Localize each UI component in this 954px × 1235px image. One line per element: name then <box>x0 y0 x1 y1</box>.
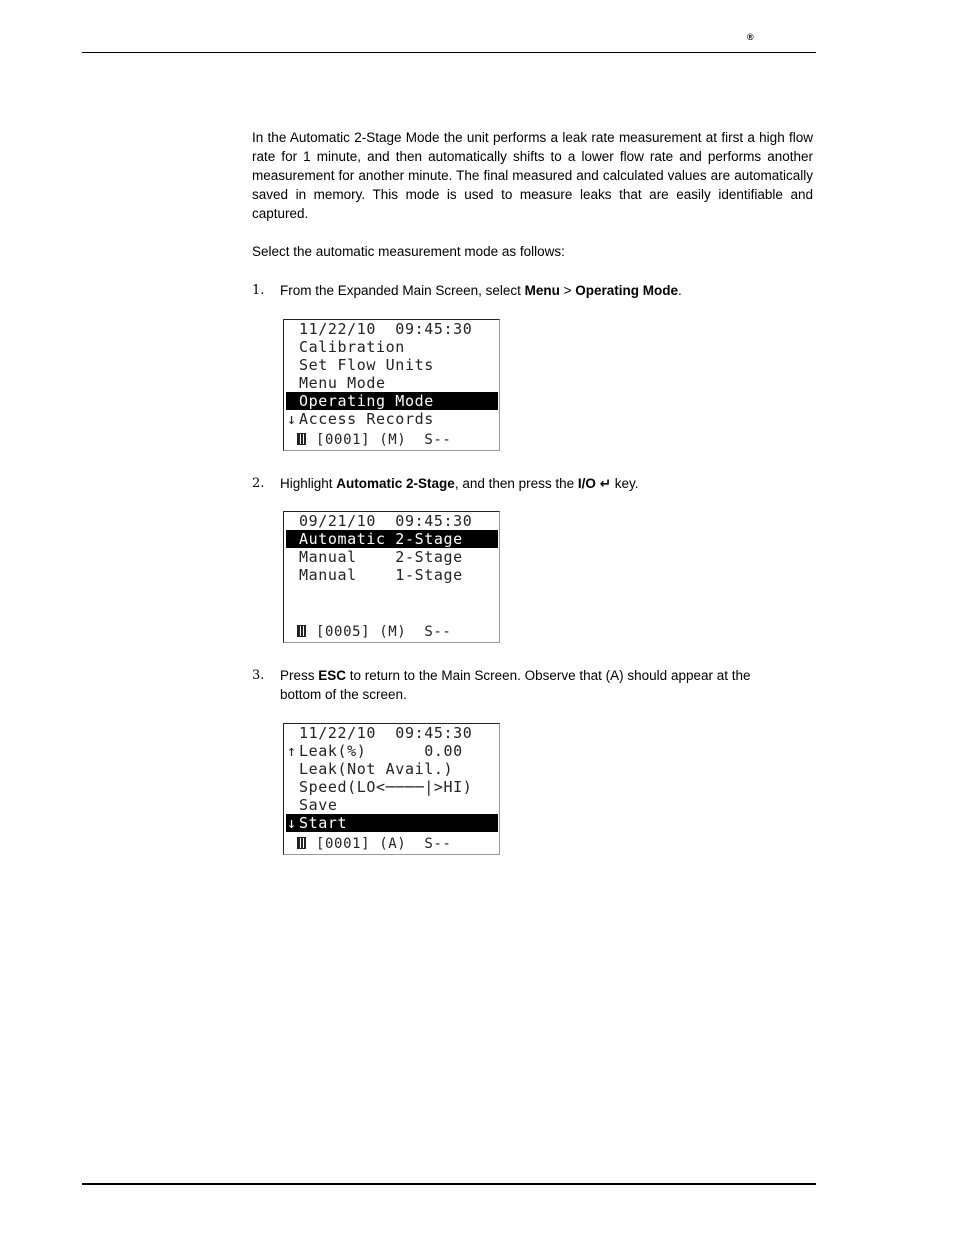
step-text-pre: From the Expanded Main Screen, select <box>280 283 525 298</box>
menu-term: Menu <box>524 283 560 298</box>
lcd-line-text: Leak(%) 0.00 <box>299 742 463 760</box>
step-text-sep: > <box>559 283 576 298</box>
step-text <box>280 281 780 300</box>
lcd-line-text: Menu Mode <box>299 374 386 392</box>
lcd-line-text: 11/22/10 09:45:30 <box>299 724 473 742</box>
step-text-pre: Press <box>280 668 319 683</box>
esc-key-term: ESC <box>318 668 347 683</box>
step-number: 1. <box>252 283 265 298</box>
step-text <box>280 474 780 494</box>
lcd-line-text: Calibration <box>299 338 405 356</box>
step-number: 2. <box>252 476 265 491</box>
lcd-line <box>286 338 498 356</box>
lcd-status-text: [0001] (M) S-- <box>316 432 452 448</box>
lcd-line <box>286 566 498 584</box>
lcd-line-text: Set Flow Units <box>299 356 434 374</box>
lcd-screen-menu <box>283 319 500 451</box>
lcd-screen-main <box>283 723 500 855</box>
battery-icon <box>297 625 306 637</box>
lcd-line <box>286 410 498 428</box>
lcd-line-text: Automatic 2-Stage <box>299 530 463 548</box>
lcd-line-text: Access Records <box>299 410 434 428</box>
lcd-line <box>286 724 498 742</box>
step-text-post: . <box>678 283 682 298</box>
battery-icon <box>297 433 306 445</box>
down-arrow-icon: ↓ <box>287 410 297 428</box>
lcd-line <box>286 320 498 338</box>
automatic-2-stage-term: Automatic 2-Stage <box>336 476 455 491</box>
registered-trademark-mark: ® <box>747 32 754 42</box>
battery-icon <box>297 837 306 849</box>
step-text-pre: Highlight <box>280 476 337 491</box>
select-instruction: Select the automatic measurement mode as follows: <box>252 244 565 259</box>
step-text-post: to return to the Main Screen. Observe that (A) should appear at the bottom of the screen. <box>280 668 751 702</box>
lcd-screen-operating-mode <box>283 511 500 643</box>
lcd-status-bar <box>297 835 451 853</box>
lcd-line <box>286 512 498 530</box>
intro-paragraph: In the Automatic 2-Stage Mode the unit performs a leak rate measurement at first a high flow rate for 1 minute, and then automatically shifts to a lower flow rate and performs another measurement for another minute. The final measured and calculated values are automatically saved in memory. This mode is used to measure leaks that are easily identifiable and captured. <box>252 130 813 221</box>
lcd-line-text: Start <box>299 814 348 832</box>
lcd-line-text: Save <box>299 796 338 814</box>
step-text <box>280 666 780 704</box>
step-text-post: key. <box>611 476 639 491</box>
lcd-line-text: 09/21/10 09:45:30 <box>299 512 473 530</box>
lcd-line <box>286 742 498 760</box>
up-arrow-icon: ↑ <box>287 742 297 760</box>
lcd-line-text: Speed(LO<────|>HI) <box>299 778 473 796</box>
operating-mode-term: Operating Mode <box>575 283 679 298</box>
lcd-line-selected <box>286 814 498 832</box>
lcd-line-selected <box>286 530 498 548</box>
lcd-line <box>286 374 498 392</box>
down-arrow-icon: ↓ <box>287 814 297 832</box>
io-key-term: I/O <box>577 476 596 491</box>
lcd-line <box>286 778 498 796</box>
lcd-line-text: Leak(Not Avail.) <box>299 760 454 778</box>
lcd-status-bar <box>297 623 451 641</box>
header-rule <box>82 52 816 53</box>
lcd-line-text: 11/22/10 09:45:30 <box>299 320 473 338</box>
enter-key-icon: ↵ <box>599 476 611 492</box>
step-text-mid: , and then press the <box>454 476 578 491</box>
lcd-status-text: [0001] (A) S-- <box>316 836 452 852</box>
step-number: 3. <box>252 668 265 683</box>
lcd-line-text: Manual 2-Stage <box>299 548 463 566</box>
lcd-line-selected <box>286 392 498 410</box>
footer-rule <box>82 1183 816 1185</box>
lcd-line-text: Manual 1-Stage <box>299 566 463 584</box>
lcd-line <box>286 548 498 566</box>
lcd-line <box>286 796 498 814</box>
lcd-status-text: [0005] (M) S-- <box>316 624 452 640</box>
lcd-status-bar <box>297 431 451 449</box>
lcd-line-text: Operating Mode <box>299 392 434 410</box>
lcd-line <box>286 760 498 778</box>
lcd-line <box>286 356 498 374</box>
